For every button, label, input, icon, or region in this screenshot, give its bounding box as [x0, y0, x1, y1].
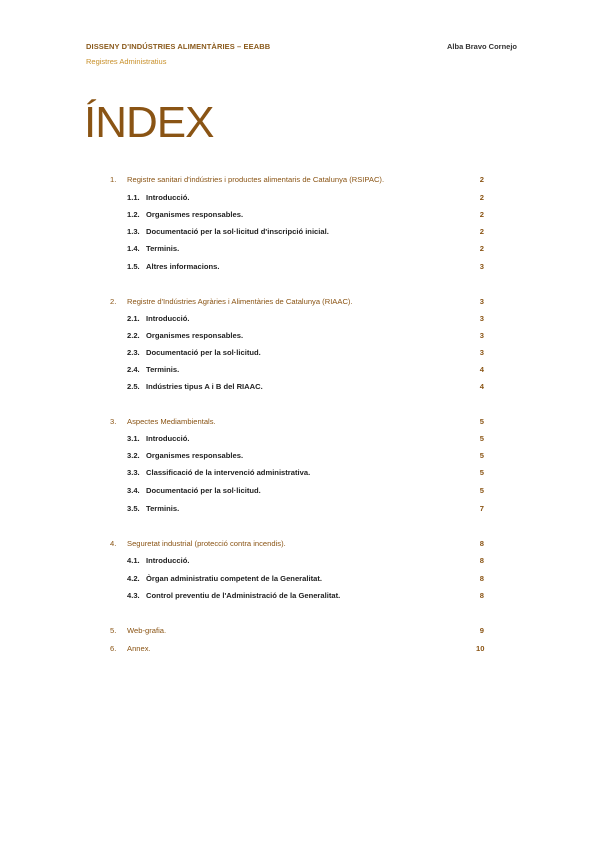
- toc-number: 2.5.: [127, 382, 140, 391]
- toc-section[interactable]: [0, 174, 599, 186]
- toc-subsection[interactable]: [0, 467, 599, 479]
- toc-number: 3.4.: [127, 486, 140, 495]
- toc-page-number: 3: [479, 314, 484, 323]
- toc-page-number: 9: [479, 626, 484, 635]
- toc-page-number: 10: [476, 644, 485, 653]
- toc-number: 1.: [110, 175, 117, 184]
- toc-page-number: 2: [479, 193, 484, 202]
- toc-number: 1.2.: [127, 210, 140, 219]
- toc-page-number: 5: [479, 434, 484, 443]
- toc-number: 2.2.: [127, 331, 140, 340]
- toc-entry-text: Òrgan administratiu competent de la Generalitat.: [146, 574, 322, 583]
- toc-subsection[interactable]: [0, 433, 599, 445]
- toc-entry-text: Control preventiu de l'Administració de la Generalitat.: [146, 591, 341, 600]
- toc-subsection[interactable]: [0, 226, 599, 238]
- toc-page-number: 5: [479, 486, 484, 495]
- toc-entry-text: Terminis.: [146, 244, 180, 253]
- toc-page-number: 3: [479, 297, 484, 306]
- toc-page-number: 5: [479, 468, 484, 477]
- toc-subsection[interactable]: [0, 573, 599, 585]
- toc-section[interactable]: [0, 296, 599, 308]
- toc-number: 2.3.: [127, 348, 140, 357]
- toc-entry-text: Introducció.: [146, 434, 190, 443]
- toc-page-number: 8: [479, 539, 484, 548]
- toc-subsection[interactable]: [0, 192, 599, 204]
- toc-section[interactable]: [0, 643, 599, 655]
- toc-number: 3.1.: [127, 434, 140, 443]
- toc-page-number: 2: [479, 175, 484, 184]
- toc-subsection[interactable]: [0, 313, 599, 325]
- header-author: Alba Bravo Cornejo: [446, 42, 517, 51]
- toc-page-number: 3: [479, 262, 484, 271]
- toc-number: 1.5.: [127, 262, 140, 271]
- toc-entry-text: Indústries tipus A i B del RIAAC.: [146, 382, 263, 391]
- toc-entry-text: Introducció.: [146, 193, 190, 202]
- page-title: ÍNDEX: [84, 98, 214, 147]
- toc-entry-text: Classificació de la intervenció administrativa.: [146, 468, 311, 477]
- toc-page-number: 8: [479, 556, 484, 565]
- toc-page-number: 2: [479, 244, 484, 253]
- toc-entry-text: Registre d'Indústries Agràries i Alimentàries de Catalunya (RIAAC).: [127, 297, 353, 306]
- toc-subsection[interactable]: [0, 261, 599, 273]
- toc-number: 4.2.: [127, 574, 140, 583]
- toc-page-number: 5: [479, 417, 484, 426]
- toc-page-number: 4: [479, 382, 484, 391]
- toc-number: 3.3.: [127, 468, 140, 477]
- toc-entry-text: Introducció.: [146, 314, 190, 323]
- toc-page-number: 7: [479, 504, 484, 513]
- toc-number: 1.3.: [127, 227, 140, 236]
- toc-number: 2.: [110, 297, 117, 306]
- toc-subsection[interactable]: [0, 243, 599, 255]
- toc-subsection[interactable]: [0, 347, 599, 359]
- toc-number: 2.4.: [127, 365, 140, 374]
- toc-number: 1.1.: [127, 193, 140, 202]
- toc-entry-text: Annex.: [127, 644, 151, 653]
- toc-section[interactable]: [0, 416, 599, 428]
- toc-page-number: 5: [479, 451, 484, 460]
- toc-subsection[interactable]: [0, 209, 599, 221]
- toc-entry-text: Seguretat industrial (protecció contra incendis).: [127, 539, 286, 548]
- toc-section[interactable]: [0, 625, 599, 637]
- toc-number: 4.1.: [127, 556, 140, 565]
- toc-entry-text: Documentació per la sol·licitud.: [146, 486, 261, 495]
- toc-subsection[interactable]: [0, 330, 599, 342]
- toc-page-number: 3: [479, 331, 484, 340]
- toc-page-number: 3: [479, 348, 484, 357]
- toc-entry-text: Terminis.: [146, 504, 180, 513]
- toc-number: 3.5.: [127, 504, 140, 513]
- toc-subsection[interactable]: [0, 381, 599, 393]
- toc-number: 3.2.: [127, 451, 140, 460]
- toc-entry-text: Introducció.: [146, 556, 190, 565]
- header-document-title: DISSENY D'INDÚSTRIES ALIMENTÀRIES – EEABB: [86, 42, 271, 51]
- toc-entry-text: Organismes responsables.: [146, 210, 244, 219]
- toc-entry-text: Terminis.: [146, 365, 180, 374]
- toc-number: 1.4.: [127, 244, 140, 253]
- toc-page-number: 4: [479, 365, 484, 374]
- toc-page-number: 8: [479, 574, 484, 583]
- toc-entry-text: Documentació per la sol·licitud d'inscripció inicial.: [146, 227, 329, 236]
- toc-subsection[interactable]: [0, 503, 599, 515]
- toc-entry-text: Registre sanitari d'indústries i productes alimentaris de Catalunya (RSIPAC).: [127, 175, 385, 184]
- toc-number: 4.3.: [127, 591, 140, 600]
- toc-page-number: 8: [479, 591, 484, 600]
- toc-entry-text: Organismes responsables.: [146, 451, 244, 460]
- toc-entry-text: Documentació per la sol·licitud.: [146, 348, 261, 357]
- toc-number: 6.: [110, 644, 117, 653]
- toc-subsection[interactable]: [0, 555, 599, 567]
- header-subtitle: Registres Administratius: [86, 57, 167, 66]
- toc-entry-text: Aspectes Mediambientals.: [127, 417, 216, 426]
- toc-section[interactable]: [0, 538, 599, 550]
- toc-entry-text: Organismes responsables.: [146, 331, 244, 340]
- toc-number: 3.: [110, 417, 117, 426]
- toc-number: 2.1.: [127, 314, 140, 323]
- toc-subsection[interactable]: [0, 450, 599, 462]
- toc-subsection[interactable]: [0, 364, 599, 376]
- toc-number: 4.: [110, 539, 117, 548]
- toc-subsection[interactable]: [0, 590, 599, 602]
- toc-entry-text: Web-grafia.: [127, 626, 167, 635]
- toc-entry-text: Altres informacions.: [146, 262, 220, 271]
- toc-page-number: 2: [479, 227, 484, 236]
- toc-subsection[interactable]: [0, 485, 599, 497]
- toc-number: 5.: [110, 626, 117, 635]
- toc-page-number: 2: [479, 210, 484, 219]
